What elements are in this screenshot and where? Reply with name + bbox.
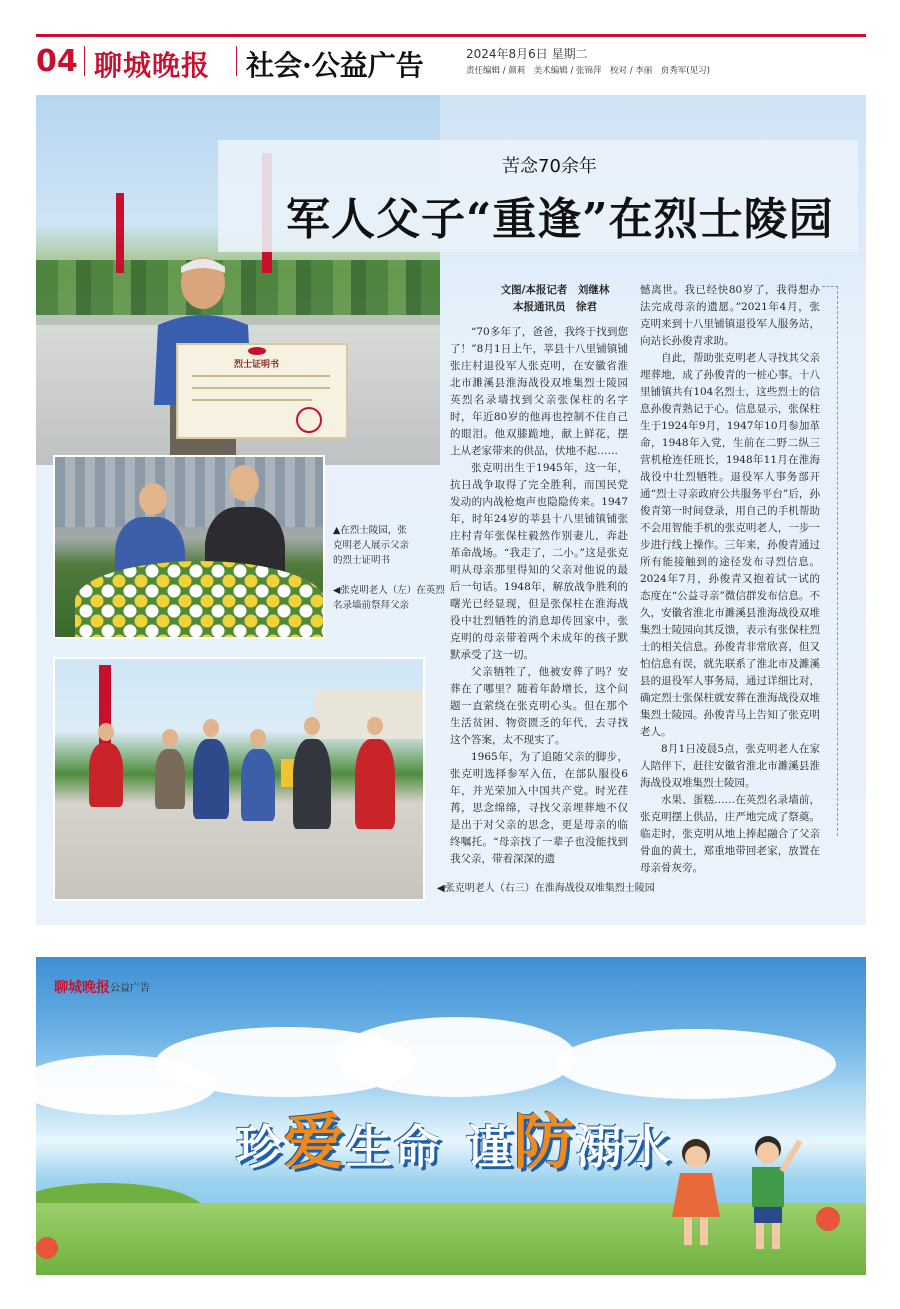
public-service-ad bbox=[36, 957, 866, 1275]
headline: 军人父子“重逢”在烈士陵园 bbox=[286, 194, 834, 245]
paragraph: 1965年，为了追随父亲的脚步，张克明选择参军入伍，在部队服役6年，并光荣加入中国共产党。时光荏苒，思念绵绵，寻找父亲埋葬地不仅是出于对父亲的思念，更是母亲的临终嘱托。“母亲找了一辈子也没能找到我父亲，带着深深的遗 bbox=[450, 751, 628, 865]
paragraph: 憾离世。我已经快80岁了，我得想办法完成母亲的遗愿。”2021年4月，张克明来到十八里铺镇退役军人服务站，向站长孙俊青求助。 bbox=[640, 284, 820, 347]
issue-date: 2024年8月6日 星期二 bbox=[466, 47, 588, 61]
flower-icon bbox=[36, 1237, 58, 1259]
header-rule bbox=[36, 34, 866, 37]
paragraph: 水果、蛋糕……在英烈名录墙前，张克明摆上供品，庄严地完成了祭奠。临走时，张克明从地上捧起融合了父亲骨血的黄土，郑重地带回老家，放置在母亲骨灰旁。 bbox=[640, 794, 820, 874]
emblem-icon bbox=[248, 347, 266, 355]
caption-certificate: ▲在烈士陵园，张克明老人展示父亲的烈士证明书 bbox=[333, 525, 410, 566]
paragraph: 自此，帮助张克明老人寻找其父亲埋葬地，成了孙俊青的一桩心事。十八里铺镇共有104名烈士，这些烈士的信息孙俊青熟记于心。信息显示，张保柱生于1924年9月，1947年10月参加革命，1948年入党，生前在二野二纵三营机枪连任班长，1948年11月在淮海战役中壮烈牺牲。退役军人事务部开通“烈士寻亲政府公共服务平台”后，孙俊青第一时间登录，用自己的手机帮助不会用智能手机的张克明老人，一步一步进行线上操作。三年来，孙俊青通过所有能接触到的途径发布寻烈信息。2024年7月，孙俊青又抱着试一试的态度在“公益寻亲”微信群发布信息。不久，安徽省淮北市濉溪县淮海战役双堆集烈士陵园向其反馈，表示有张保柱烈士的相关信息。孙俊青非常欣喜，但又怕信息有误，就先联系了淮北市及濉溪县的退役军人事务局，通过详细比对，确定烈士张保柱就安葬在淮海战役双堆集烈士陵园。孙俊青马上告知了张克明老人。 bbox=[640, 352, 820, 738]
byline bbox=[480, 282, 630, 316]
ad-tag: 公益广告 bbox=[110, 983, 150, 994]
paragraph: 父亲牺牲了，他被安葬了吗？安葬在了哪里？随着年龄增长，这个问题一直萦绕在张克明心头。但在那个生活贫困、物资匮乏的年代，去寻找这个答案，太不现实了。 bbox=[450, 666, 628, 746]
header-divider bbox=[236, 46, 237, 76]
caption-group: ◀张克明老人（右三）在淮海战役双堆集烈士陵园 bbox=[437, 883, 655, 894]
ad-brand: 聊城晚报 bbox=[54, 980, 110, 996]
header-divider bbox=[84, 46, 85, 76]
dashed-rule bbox=[837, 286, 838, 836]
dashed-rule bbox=[822, 286, 838, 287]
martyr-certificate bbox=[176, 343, 348, 439]
editors-credit: 责任编辑 / 颜莉 美术编辑 / 张锦萍 校对 / 李丽 贠秀军(见习) bbox=[466, 66, 710, 76]
memorial-pillar bbox=[116, 193, 124, 273]
flower-icon bbox=[816, 1207, 840, 1231]
certificate-title: 烈士证明书 bbox=[234, 360, 280, 370]
article-column-2 bbox=[640, 282, 820, 877]
paragraph: 张克明出生于1945年，这一年，抗日战争取得了完全胜利，而国民党发动的内战枪炮声也隐隐传来。1947年，时年24岁的莘县十八里铺镇铺张庄村青年张保柱毅然作别妻儿，奔赴革命战场。“我走了，二小。”这是张克明从母亲那里得知的父亲对他说的最后一句话。1948年，解放战争胜利的曙光已经显现，但是张保柱在淮海战役中壮烈牺牲的消息却传回家中，张克明的母亲带着两个未成年的孩子默默承受了这一切。 bbox=[450, 462, 628, 661]
caption-worship: ◀张克明老人（左）在英烈名录墙前祭拜父亲 bbox=[333, 585, 445, 611]
section-title: 社会·公益广告 bbox=[246, 49, 424, 82]
kicker: 苦念70余年 bbox=[502, 156, 597, 177]
byline-writer: 文图/本报记者 刘继林 bbox=[500, 284, 610, 296]
article-column-1 bbox=[450, 324, 628, 868]
flower-wreath bbox=[75, 561, 325, 639]
ad-slogan: 珍爱生命 谨防溺水 bbox=[236, 1108, 672, 1178]
photo-offering-flowers bbox=[53, 455, 325, 639]
paper-name: 聊城晚报 bbox=[94, 49, 211, 82]
boy-figure bbox=[736, 1127, 806, 1257]
girl-figure bbox=[666, 1133, 726, 1253]
byline-correspondent: 本报通讯员 徐君 bbox=[513, 301, 597, 313]
name-wall bbox=[55, 457, 323, 527]
seal-icon bbox=[296, 407, 322, 433]
photo-cemetery-group bbox=[53, 657, 425, 901]
paragraph: “70多年了，爸爸，我终于找到您了！”8月1日上午，莘县十八里铺镇铺张庄村退役军人张克明，在安徽省淮北市濉溪县淮海战役双堆集烈士陵园英烈名录墙找到父亲张保柱的名字时，年近80岁的他再也控制不住自己的眼泪。他双膝跪地，献上鲜花，摆上从老家带来的供品，伏地不起…… bbox=[450, 326, 628, 457]
paragraph: 8月1日凌晨5点，张克明老人在家人陪伴下，赶往安徽省淮北市濉溪县淮海战役双堆集烈士陵园。 bbox=[640, 743, 820, 789]
page-number: 04 bbox=[36, 44, 78, 79]
